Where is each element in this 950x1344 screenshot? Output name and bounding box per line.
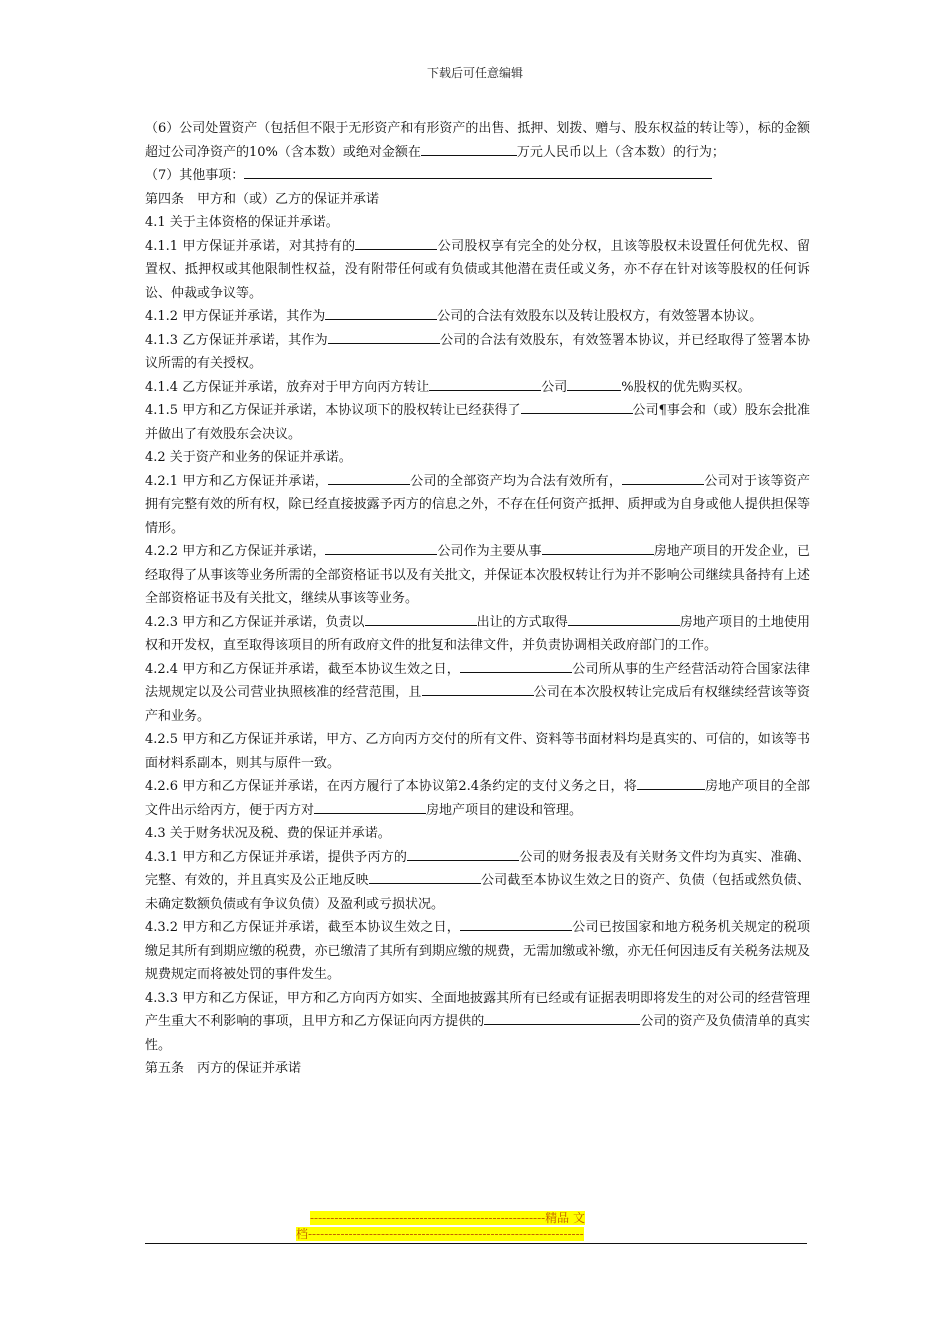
footer-line-2: 档--------------------------------------------------------------------: [296, 1227, 584, 1241]
blank-field[interactable]: [325, 540, 437, 555]
blank-field[interactable]: [314, 799, 426, 814]
footer-watermark: [296, 1210, 656, 1242]
blank-field[interactable]: [567, 376, 621, 391]
clause-4-3-1: 4.3.1 甲方和乙方保证并承诺，提供予丙方的 公司的财务报表及有关财务文件均为真实、准确、完整、有效的，并且真实及公正地反映 公司截至本协议生效之日的资产、负债（包括或然负债、未确定数额负债或有争议负债）及盈利或亏损状况。: [145, 846, 810, 917]
section-4-2-heading: 4.2 关于资产和业务的保证并承诺。: [145, 450, 352, 465]
clause-4-3-3: 4.3.3 甲方和乙方保证，甲方和乙方向丙方如实、全面地披露其所有已经或有证据表明即将发生的对公司的经营管理产生重大不利影响的事项，且甲方和乙方保证向丙方提供的 公司的资产及负债清单的真实性。: [145, 990, 810, 1053]
blank-field[interactable]: [542, 540, 654, 555]
clause-4-2-6: 4.2.6 甲方和乙方保证并承诺，在丙方履行了本协议第2.4条约定的支付义务之日，将 房地产项目的全部文件出示给丙方，便于丙方对 房地产项目的建设和管理。: [145, 775, 810, 822]
clause-4-2-4: 4.2.4 甲方和乙方保证并承诺，截至本协议生效之日， 公司所从事的生产经营活动符合国家法律法规规定以及公司营业执照核准的经营范围，且 公司在本次股权转让完成后有权继续经营该等资产和业务。: [145, 658, 810, 729]
document-body: [145, 117, 810, 1081]
clause-4-1-3: 4.1.3 乙方保证并承诺，其作为 公司的合法有效股东，有效签署本协议，并已经取得了签署本协议所需的有关授权。: [145, 329, 810, 376]
clause-4-3-2: 4.3.2 甲方和乙方保证并承诺，截至本协议生效之日， 公司已按国家和地方税务机关规定的税项缴足其所有到期应缴的税费，亦已缴清了其所有到期应缴的规费，无需加缴或补缴，亦无任何因违反有关税务法规及规费规定而将被处罚的事件发生。: [145, 916, 810, 987]
blank-field[interactable]: [422, 681, 534, 696]
article-5-heading: 第五条 丙方的保证并承诺: [145, 1061, 302, 1076]
blank-field[interactable]: [355, 235, 437, 250]
section-4-3-heading: 4.3 关于财务状况及税、费的保证并承诺。: [145, 826, 391, 841]
blank-field[interactable]: [407, 846, 519, 861]
clause-4-1-5: 4.1.5 甲方和乙方保证并承诺，本协议项下的股权转让已经获得了 公司¶事会和（或）股东会批准并做出了有效股东会决议。: [145, 399, 810, 446]
article-4-heading: 第四条 甲方和（或）乙方的保证并承诺: [145, 191, 380, 207]
blank-field[interactable]: [460, 658, 572, 673]
blank-field[interactable]: [325, 305, 437, 320]
blank-field[interactable]: [369, 869, 481, 884]
blank-field[interactable]: [328, 329, 440, 344]
clause-6: （6）公司处置资产（包括但不限于无形资产和有形资产的出售、抵押、划拨、赠与、股东权益的转让等），标的金额超过公司净资产的10%（含本数）或绝对金额在 万元人民币以上（含本数）的行为；: [145, 121, 810, 160]
clause-4-2-5: 4.2.5 甲方和乙方保证并承诺，甲方、乙方向丙方交付的所有文件、资料等书面材料均是真实的、可信的，如该等书面材料系副本，则其与原件一致。: [145, 732, 810, 771]
blank-field[interactable]: [421, 141, 517, 156]
blank-field[interactable]: [244, 164, 712, 179]
section-4-1-heading: 4.1 关于主体资格的保证并承诺。: [145, 215, 339, 230]
blank-field[interactable]: [568, 611, 680, 626]
blank-field[interactable]: [484, 1010, 640, 1025]
blank-field[interactable]: [429, 376, 541, 391]
footer-line-1: ----------------------------------------------------------精品 文: [310, 1211, 585, 1225]
blank-field[interactable]: [622, 470, 704, 485]
blank-field[interactable]: [637, 775, 705, 790]
clause-4-1-1: 4.1.1 甲方保证并承诺，对其持有的 公司股权享有完全的处分权，且该等股权未设置任何优先权、留置权、抵押权或其他限制性权益，没有附带任何或有负债或其他潜在责任或义务，亦不存在针对该等股权的任何诉讼、仲裁或争议等。: [145, 235, 810, 306]
clause-4-1-2: 4.1.2 甲方保证并承诺，其作为 公司的合法有效股东以及转让股权方，有效签署本协议。: [145, 305, 810, 329]
clause-4-1-4: 4.1.4 乙方保证并承诺，放弃对于甲方向丙方转让 公司 %股权的优先购买权。: [145, 376, 810, 400]
page-header: 下载后可任意编辑: [426, 66, 523, 80]
footer-divider: [145, 1243, 807, 1244]
blank-field[interactable]: [460, 916, 572, 931]
clause-4-2-2: 4.2.2 甲方和乙方保证并承诺， 公司作为主要从事 房地产项目的开发企业，已经取得了从事该等业务所需的全部资格证书以及有关批文，并保证本次股权转让行为并不影响公司继续具备持有上述全部资格证书及有关批文，继续从事该等业务。: [145, 540, 810, 611]
blank-field[interactable]: [521, 399, 633, 414]
blank-field[interactable]: [365, 611, 477, 626]
clause-4-2-1: 4.2.1 甲方和乙方保证并承诺， 公司的全部资产均为合法有效所有， 公司对于该等资产拥有完整有效的所有权，除已经直接披露予丙方的信息之外，不存在任何资产抵押、质押或为自身或他人提供担保等情形。: [145, 470, 810, 541]
blank-field[interactable]: [328, 470, 410, 485]
clause-4-2-3: 4.2.3 甲方和乙方保证并承诺，负责以 出让的方式取得 房地产项目的土地使用权和开发权，直至取得该项目的所有政府文件的批复和法律文件，并负责协调相关政府部门的工作。: [145, 611, 810, 658]
clause-7: （7）其他事项：: [145, 164, 810, 188]
